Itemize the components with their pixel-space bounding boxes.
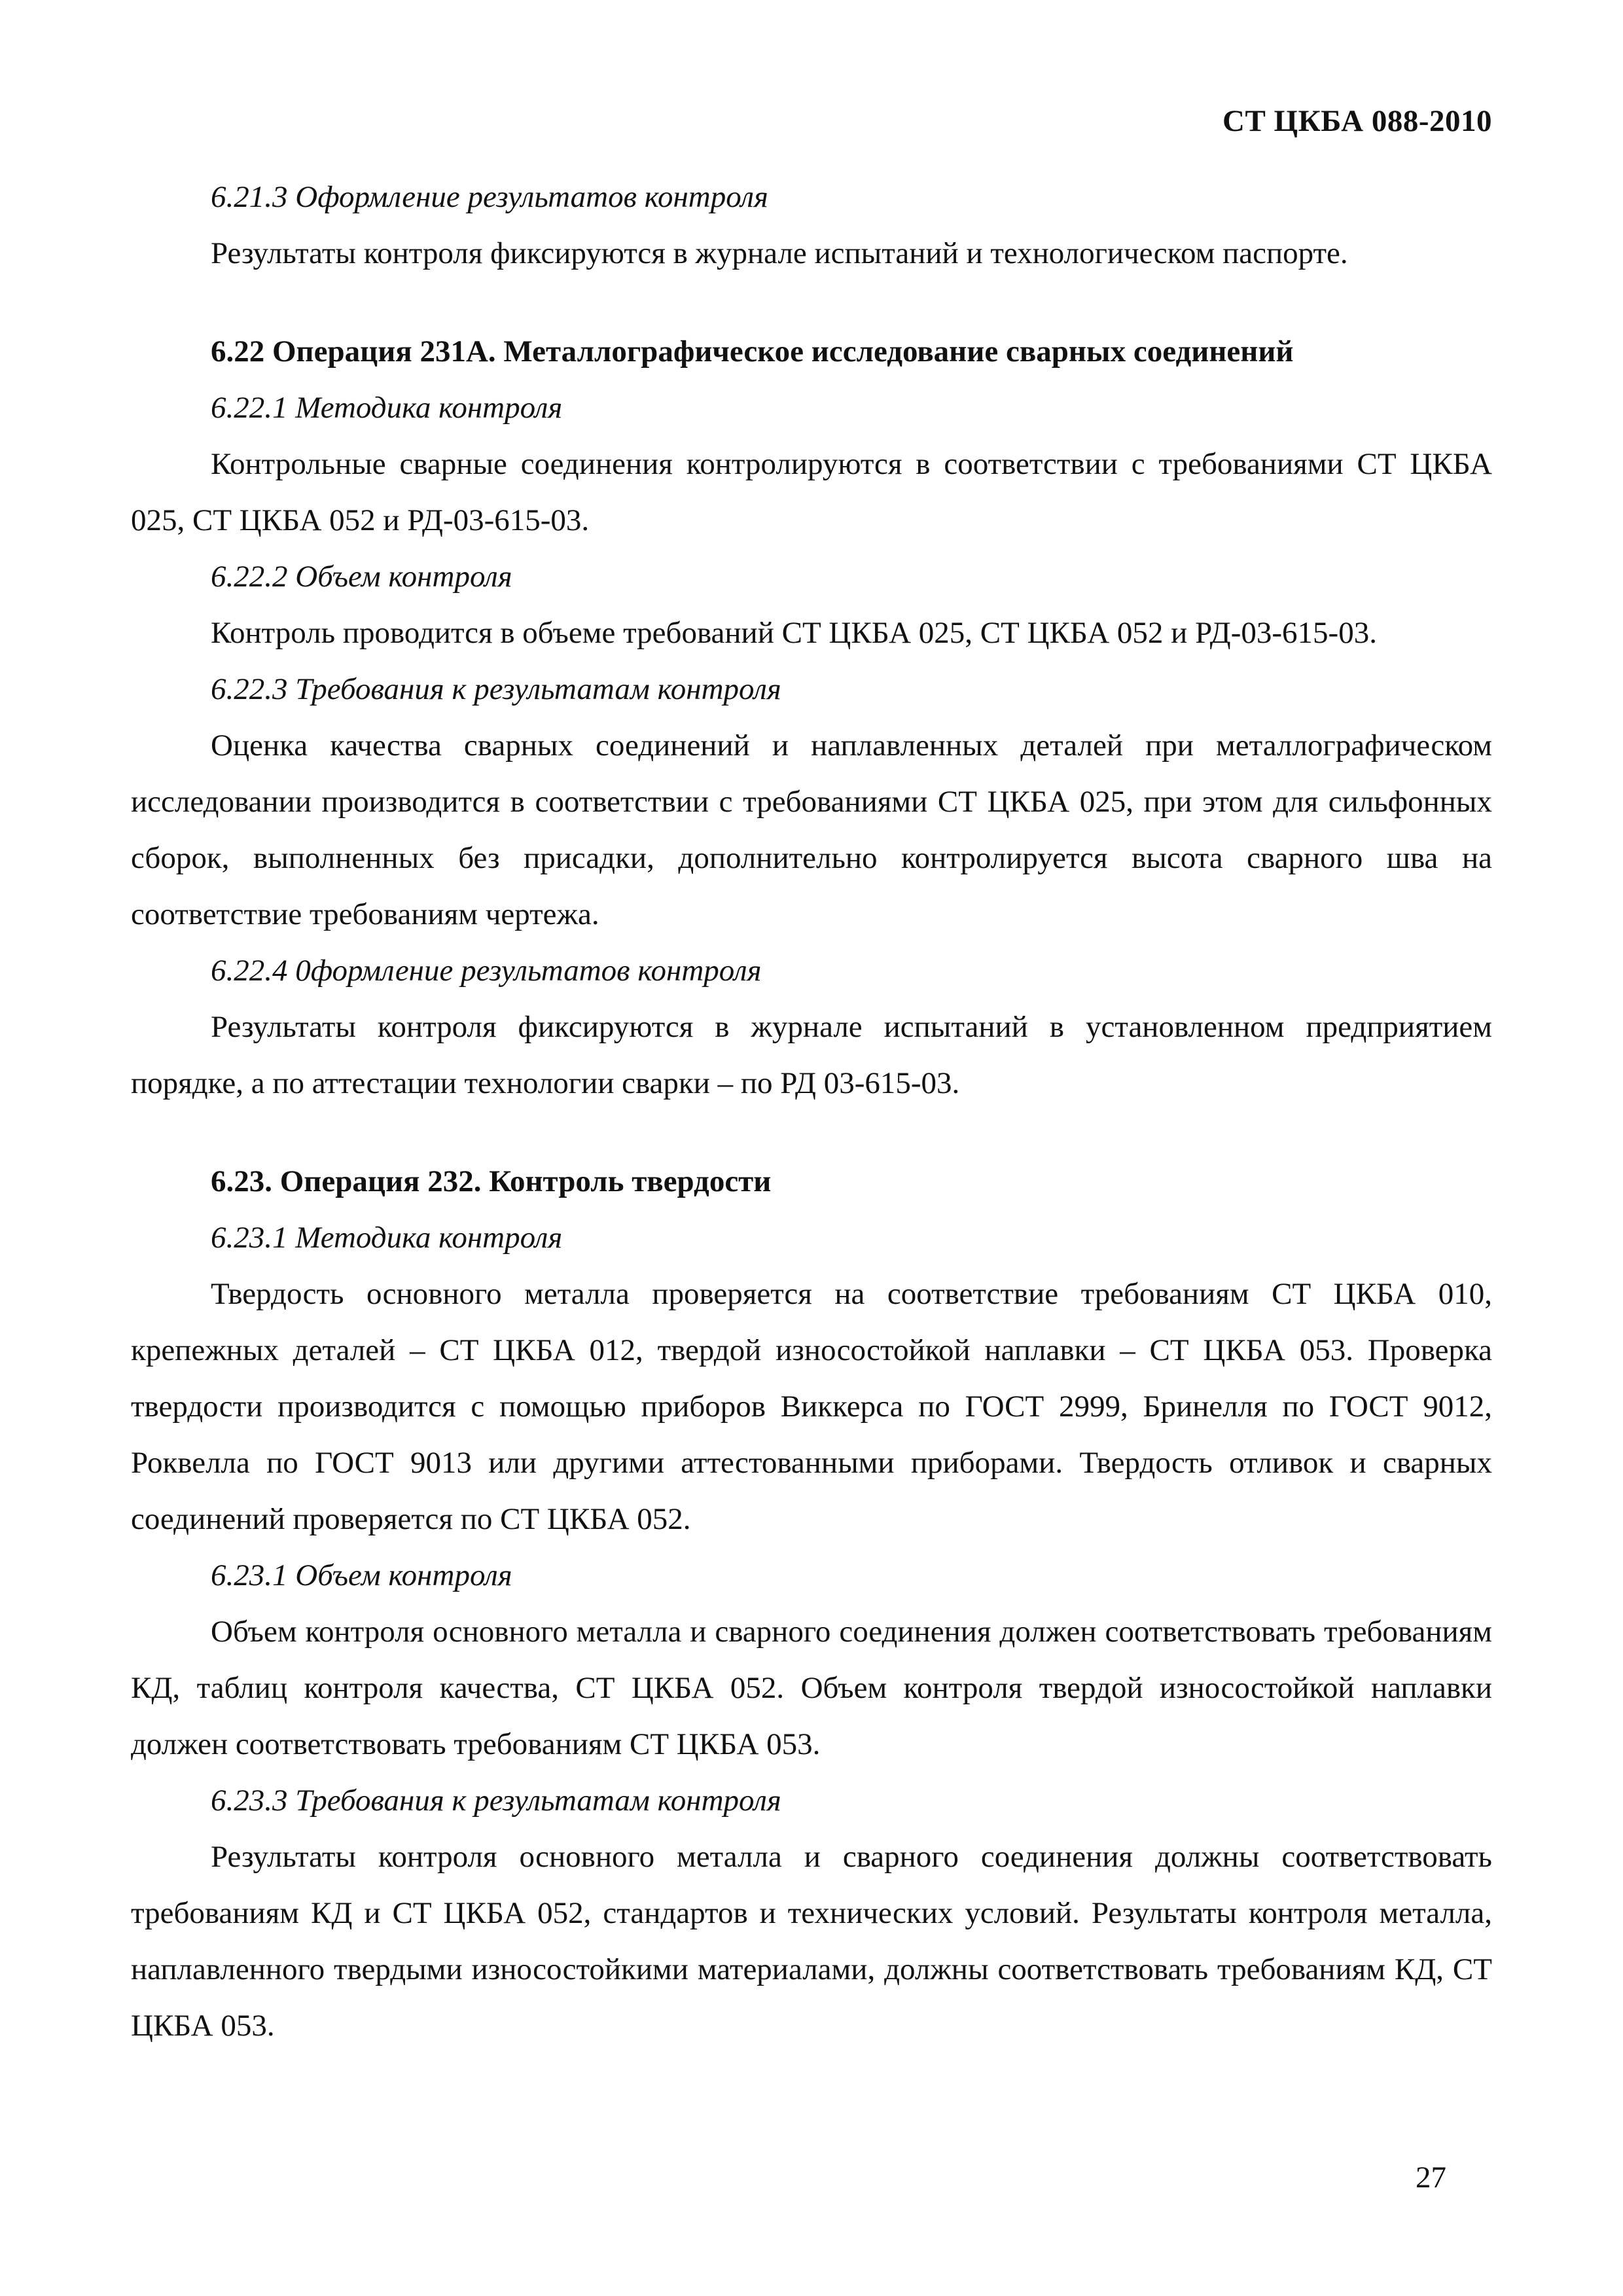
page-number: 27 xyxy=(1416,2161,1446,2195)
paragraph: Контрольные сварные соединения контролируются в соответствии с требованиями СТ ЦКБА 025, СТ ЦКБА 052 и РД-03-615-03. xyxy=(131,447,1492,537)
subsection-title: 6.23.1 Методика контроля xyxy=(211,1221,563,1255)
section-gap xyxy=(131,281,1492,323)
subsection-title: 6.22.1 Методика контроля xyxy=(211,391,563,425)
document-code-header: СТ ЦКБА 088-2010 xyxy=(1222,104,1492,138)
subsection-title: 6.22.2 Объем контроля xyxy=(211,560,512,594)
subsection-title: 6.23.3 Требования к результатам контроля xyxy=(211,1784,781,1818)
paragraph: Результаты контроля фиксируются в журнале испытаний и технологическом паспорте. xyxy=(211,236,1348,270)
paragraph: Контроль проводится в объеме требований СТ ЦКБА 025, СТ ЦКБА 052 и РД-03-615-03. xyxy=(211,616,1377,650)
paragraph: Оценка качества сварных соединений и наплавленных деталей при металлографическом исследовании производится в соответствии с требованиями СТ ЦКБА 025, при этом для сильфонных сборок, выполненных без присадки, дополнительно контролируется высота сварного шва на соответствие требованиям чертежа. xyxy=(131,728,1492,931)
paragraph: Результаты контроля основного металла и сварного соединения должны соответствовать требованиям КД и СТ ЦКБА 052, стандартов и технических условий. Результаты контроля металла, наплавленного твердыми износостойкими материалами, должны соответствовать требованиям КД, СТ ЦКБА 053. xyxy=(131,1840,1492,2043)
subsection-title: 6.23.1 Объем контроля xyxy=(211,1558,512,1592)
section-gap xyxy=(131,1111,1492,1153)
subsection-title: 6.22.3 Требования к результатам контроля xyxy=(211,672,781,706)
subsection-title: 6.21.3 Оформление результатов контроля xyxy=(211,180,768,214)
paragraph: Твердость основного металла проверяется на соответствие требованиям СТ ЦКБА 010, крепежных деталей – СТ ЦКБА 012, твердой износостойкой наплавки – СТ ЦКБА 053. Проверка твердости производится с помощью приборов Виккерса по ГОСТ 2999, Бринелля по ГОСТ 9012, Роквелла по ГОСТ 9013 или другими аттестованными приборами. Твердость отливок и сварных соединений проверяется по СТ ЦКБА 052. xyxy=(131,1277,1492,1536)
subsection-title: 6.22.4 0формление результатов контроля xyxy=(211,954,762,988)
paragraph: Объем контроля основного металла и сварного соединения должен соответствовать требованиям КД, таблиц контроля качества, СТ ЦКБА 052. Объем контроля твердой износостойкой наплавки должен соответствовать требованиям СТ ЦКБА 053. xyxy=(131,1615,1492,1761)
section-heading: 6.22 Операция 231А. Металлографическое исследование сварных соединений xyxy=(211,334,1294,368)
paragraph: Результаты контроля фиксируются в журнале испытаний в установленном предприятием порядке, а по аттестации технологии сварки – по РД 03-615-03. xyxy=(131,1010,1492,1100)
document-body xyxy=(131,169,1492,2054)
section-heading: 6.23. Операция 232. Контроль твердости xyxy=(211,1164,772,1198)
